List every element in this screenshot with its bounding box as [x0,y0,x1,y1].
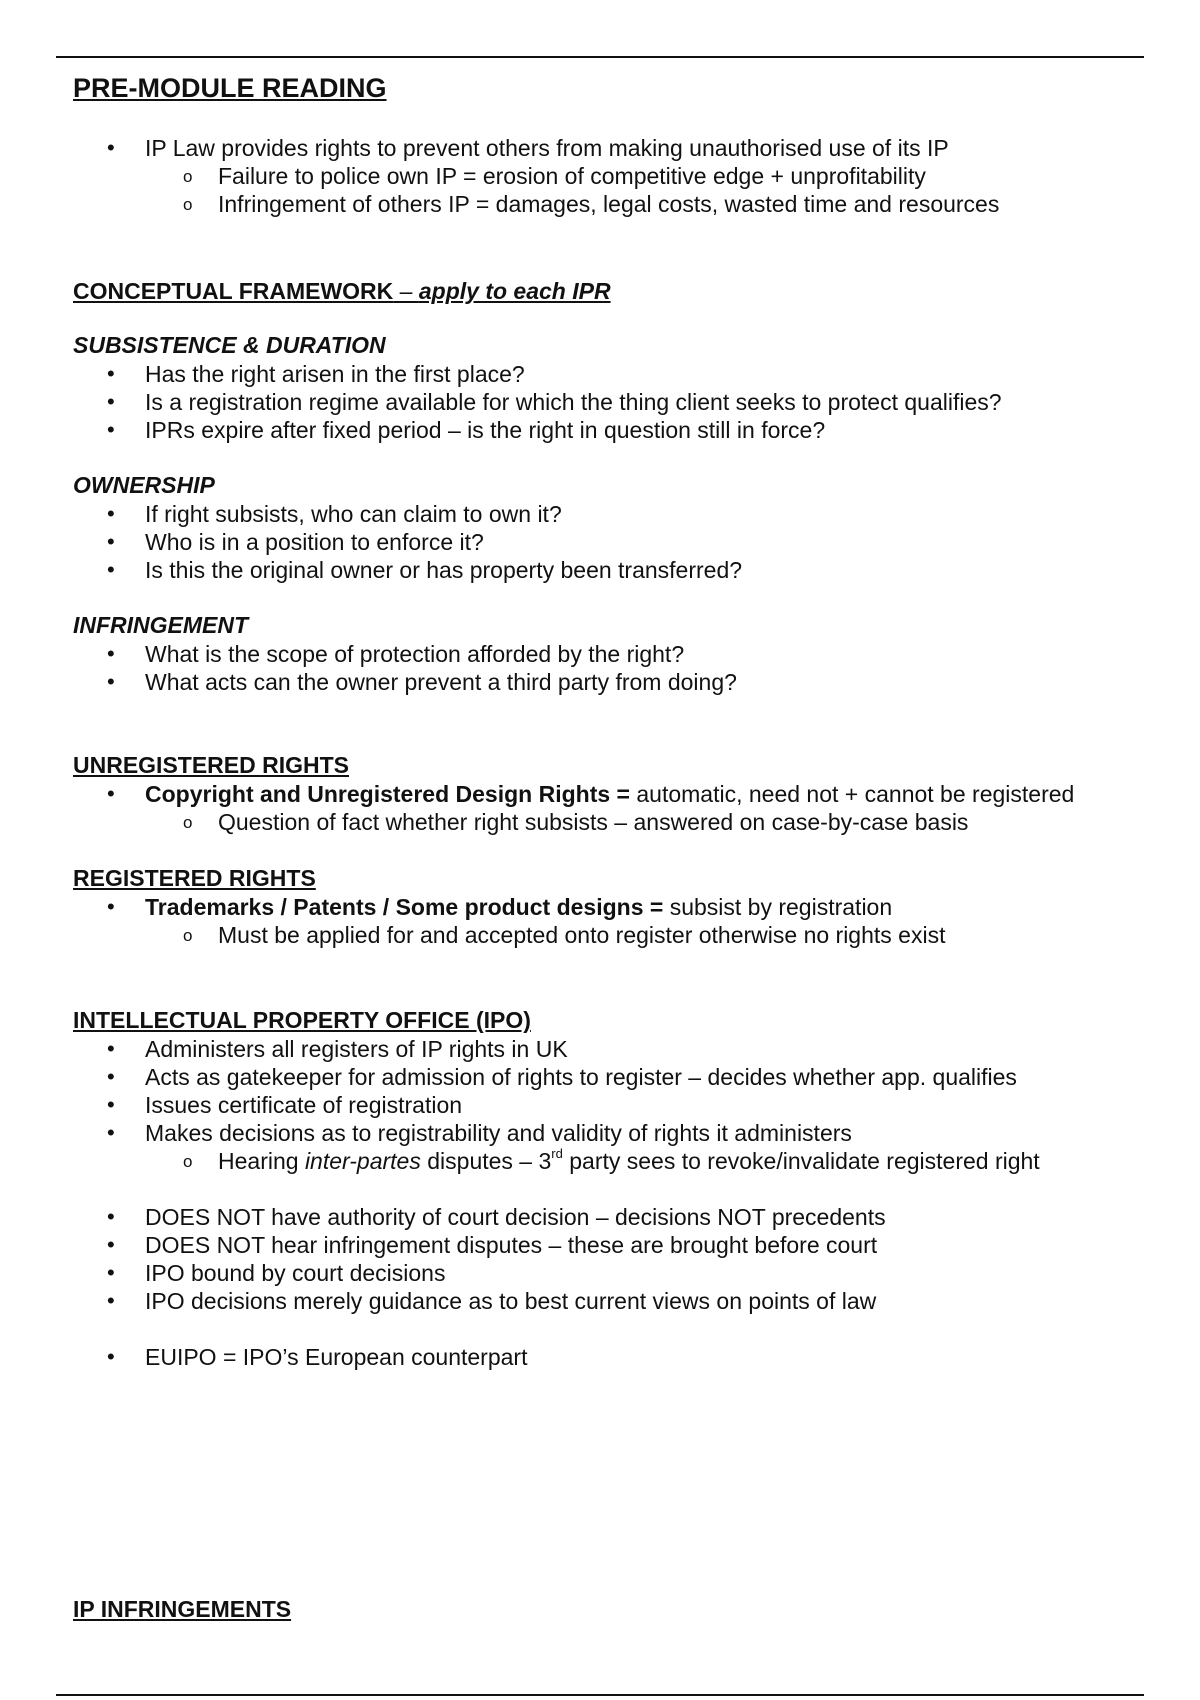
unregistered-list [0,780,1074,836]
list-item: • Issues certificate of registration [0,1091,1040,1119]
list-item: • IPRs expire after fixed period – is the right in question still in force? [0,416,1002,444]
heading-subsistence-duration: SUBSISTENCE & DURATION [73,332,386,358]
list-item: • IPO decisions merely guidance as to best current views on points of law [0,1287,1040,1315]
ipo-list [0,1035,1040,1371]
list-item: • What acts can the owner prevent a third party from doing? [0,668,737,696]
ownership-list [0,500,742,584]
heading-dash: – [393,278,419,304]
bottom-rule [56,1694,1144,1696]
registered-list [0,893,945,949]
heading-text: CONCEPTUAL FRAMEWORK [73,278,394,304]
list-item [0,1147,1040,1175]
heading-conceptual-framework [73,278,611,305]
list-item: • IP Law provides rights to prevent others from making unauthorised use of its IP [0,134,999,162]
list-item: • Acts as gatekeeper for admission of rights to register – decides whether app. qualifies [0,1063,1040,1091]
list-item: • What is the scope of protection afforded by the right? [0,640,737,668]
list-item: • Administers all registers of IP rights in UK [0,1035,1040,1063]
pre-module-list [0,134,999,218]
heading-pre-module-reading: PRE-MODULE READING [73,73,387,103]
infringement-list [0,640,737,696]
heading-suffix: apply to each IPR [418,278,611,304]
heading-ipo: INTELLECTUAL PROPERTY OFFICE (IPO) [73,1007,531,1033]
list-item: • Who is in a position to enforce it? [0,528,742,556]
list-item: • EUIPO = IPO’s European counterpart [0,1343,1040,1371]
spacer [0,1315,1040,1343]
list-item: o Must be applied for and accepted onto register otherwise no rights exist [0,921,945,949]
heading-ownership: OWNERSHIP [73,472,215,498]
list-item: • DOES NOT have authority of court decision – decisions NOT precedents [0,1203,1040,1231]
heading-infringement: INFRINGEMENT [73,612,249,638]
list-item: o Question of fact whether right subsists – answered on case-by-case basis [0,808,1074,836]
heading-unregistered-rights: UNREGISTERED RIGHTS [73,752,350,778]
list-item: • IPO bound by court decisions [0,1259,1040,1287]
top-rule [56,56,1144,58]
bold-term: Copyright and Unregistered Design Rights = [145,781,630,807]
item-text: Hearing [218,1148,305,1174]
spacer [0,1175,1040,1203]
list-item: • Makes decisions as to registrability and validity of rights it administers [0,1119,1040,1147]
heading-registered-rights: REGISTERED RIGHTS [73,865,316,891]
list-item [0,893,945,921]
item-text: party sees to revoke/invalidate registered right [562,1148,1040,1174]
italic-term: inter-partes [304,1148,421,1174]
ordinal-suffix: rd [551,1146,563,1162]
item-text: disputes – 3 [420,1148,552,1174]
item-text: subsist by registration [663,894,893,920]
list-item: • Is this the original owner or has property been transferred? [0,556,742,584]
list-item: • If right subsists, who can claim to own it? [0,500,742,528]
heading-ip-infringements: IP INFRINGEMENTS [73,1596,292,1622]
list-item: o Failure to police own IP = erosion of competitive edge + unprofitability [0,162,999,190]
bold-term: Trademarks / Patents / Some product designs = [145,894,664,920]
list-item: • DOES NOT hear infringement disputes – these are brought before court [0,1231,1040,1259]
list-item: • Is a registration regime available for which the thing client seeks to protect qualifies? [0,388,1002,416]
list-item: o Infringement of others IP = damages, legal costs, wasted time and resources [0,190,999,218]
list-item: • Has the right arisen in the first place? [0,360,1002,388]
list-item [0,780,1074,808]
item-text: automatic, need not + cannot be registered [629,781,1075,807]
subsistence-list [0,360,1002,444]
